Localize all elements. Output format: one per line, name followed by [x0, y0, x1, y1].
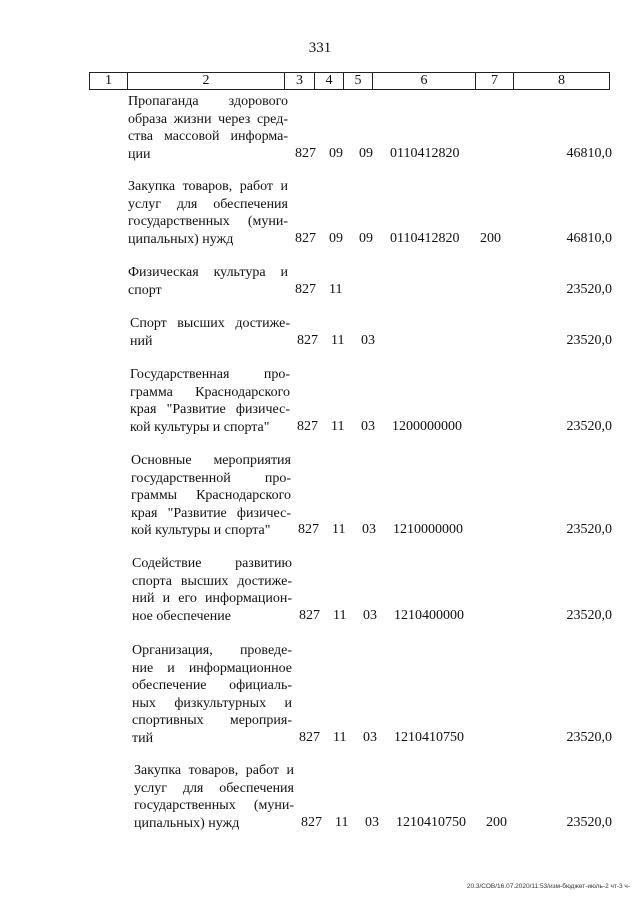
cell-subsection: 03 [362, 522, 376, 537]
description-line: края "Развитие физичес- [130, 402, 290, 417]
description-line: ний и его информацион- [132, 591, 292, 606]
cell-amount: 23520,0 [566, 418, 612, 434]
table-header [89, 72, 610, 90]
cell-amount: 23520,0 [566, 814, 612, 830]
description-line: обеспечение официаль- [132, 678, 292, 693]
description-line: кой культуры и спорта" [130, 419, 270, 435]
cell-ministry-code: 827 [299, 607, 320, 623]
cell-target-article: 1200000000 [392, 418, 462, 434]
cell-section: 11 [331, 418, 345, 434]
header-col-4: 4 [315, 73, 344, 89]
cell-subsection: 03 [361, 332, 375, 348]
description-line: Спорт высших достиже- [130, 316, 290, 331]
description-line: спорт [128, 282, 162, 298]
description-line: ний [130, 333, 153, 349]
description-line: спорта высших достиже- [132, 573, 292, 589]
cell-ministry-code: 827 [301, 814, 322, 830]
description-line: Содействие развитию [132, 556, 292, 571]
row-description [128, 264, 288, 299]
cell-expense-type: 200 [486, 814, 507, 830]
description-line: Основные мероприятия [131, 453, 291, 468]
cell-subsection: 03 [363, 729, 377, 745]
cell-ministry-code: 827 [298, 522, 319, 537]
description-line: государственных (муни- [128, 214, 288, 229]
description-line: услуг для обеспечения [134, 780, 294, 796]
description-line: государственной про- [131, 470, 291, 486]
cell-subsection: 03 [363, 607, 377, 623]
cell-amount: 46810,0 [566, 145, 612, 161]
header-col-2: 2 [128, 73, 285, 89]
cell-subsection: 09 [359, 230, 373, 246]
description-line: грамма Краснодарского [130, 384, 290, 400]
cell-expense-type: 200 [480, 230, 501, 246]
cell-amount: 23520,0 [566, 522, 612, 537]
description-line: Государственная про- [130, 367, 290, 382]
cell-amount: 23520,0 [566, 332, 612, 348]
cell-section: 11 [329, 281, 343, 297]
header-col-1: 1 [90, 73, 128, 89]
description-line: Пропаганда здорового [128, 94, 288, 109]
row-description [128, 178, 288, 248]
cell-ministry-code: 827 [299, 729, 320, 745]
cell-target-article: 1210410750 [396, 814, 466, 830]
cell-ministry-code: 827 [297, 418, 318, 434]
description-line: граммы Краснодарского [131, 488, 291, 503]
cell-section: 11 [333, 729, 347, 745]
description-line: ции [128, 146, 151, 162]
cell-amount: 23520,0 [566, 281, 612, 297]
cell-target-article: 0110412820 [390, 230, 460, 246]
description-line: ципальных) нужд [134, 815, 240, 831]
row-description [134, 762, 294, 832]
cell-section: 11 [335, 814, 349, 830]
cell-ministry-code: 827 [295, 230, 316, 246]
cell-ministry-code: 827 [295, 145, 316, 161]
description-line: ное обеспечение [132, 608, 231, 624]
cell-target-article: 1210410750 [394, 729, 464, 745]
description-line: Закупка товаров, работ и [128, 179, 288, 194]
cell-subsection: 03 [361, 418, 375, 434]
footer-stamp: 20.3/СОВ/16.07.2020/11:53/изм-бюджет-июль-2 чт-3 ч- [466, 883, 630, 890]
cell-amount: 23520,0 [566, 607, 612, 623]
description-line: государственных (муни- [134, 798, 294, 813]
header-col-6: 6 [373, 73, 476, 89]
cell-section: 09 [329, 145, 343, 161]
header-col-5: 5 [344, 73, 373, 89]
description-line: Организация, проведе- [132, 643, 292, 658]
description-line: ципальных) нужд [128, 231, 234, 247]
cell-target-article: 0110412820 [390, 145, 460, 161]
cell-ministry-code: 827 [295, 281, 316, 297]
row-description [132, 642, 292, 747]
cell-section: 11 [333, 607, 347, 623]
row-description [132, 555, 292, 625]
row-description [128, 93, 288, 163]
cell-subsection: 09 [359, 145, 373, 161]
cell-amount: 23520,0 [566, 729, 612, 745]
description-line: спортивных мероприя- [132, 713, 292, 728]
cell-section: 11 [332, 522, 346, 537]
description-line: образа жизни через сред- [128, 111, 288, 127]
cell-subsection: 03 [365, 814, 379, 830]
cell-target-article: 1210400000 [394, 607, 464, 623]
page-number: 331 [308, 40, 332, 56]
description-line: ства массовой информа- [128, 129, 288, 144]
description-line: Физическая культура и [128, 265, 288, 280]
header-col-8: 8 [558, 73, 565, 88]
description-line: ных физкультурных и [132, 695, 292, 711]
cell-section: 09 [329, 230, 343, 246]
description-line: тий [132, 730, 154, 746]
description-line: Закупка товаров, работ и [134, 763, 294, 778]
row-description [131, 452, 291, 540]
cell-ministry-code: 827 [297, 332, 318, 348]
row-description [130, 315, 290, 350]
cell-amount: 46810,0 [566, 230, 612, 246]
description-line: услуг для обеспечения [128, 196, 288, 212]
header-col-7: 7 [476, 73, 514, 89]
description-line: края "Развитие физичес- [131, 505, 291, 521]
header-col-3: 3 [285, 73, 315, 89]
description-line: кой культуры и спорта" [131, 523, 271, 538]
cell-section: 11 [331, 332, 345, 348]
cell-target-article: 1210000000 [393, 522, 463, 537]
row-description [130, 366, 290, 436]
description-line: ние и информационное [132, 660, 292, 676]
